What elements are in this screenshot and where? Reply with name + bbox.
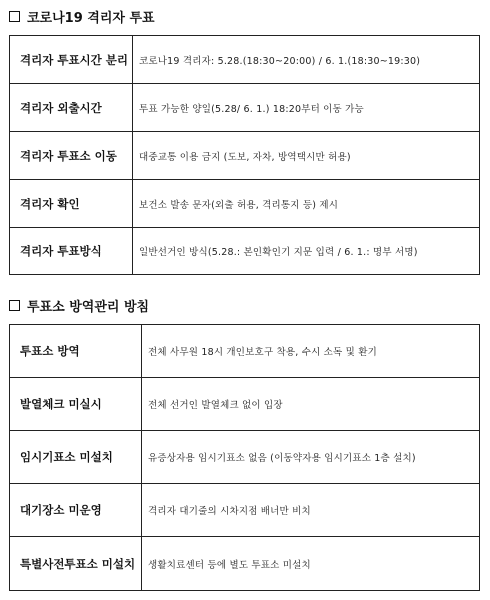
- row-value: 투표 가능한 양일(5.28/ 6. 1.) 18:20부터 이동 가능: [133, 84, 480, 132]
- row-value: 전체 선거인 발열체크 없이 입장: [142, 378, 480, 431]
- row-label: 발열체크 미실시: [10, 378, 142, 431]
- row-value: 생활치료센터 등에 별도 투표소 미설치: [142, 537, 480, 591]
- checkbox-square-icon: [9, 11, 20, 22]
- section-title-text: 코로나19 격리자 투표: [27, 10, 155, 26]
- row-value: 전체 사무원 18시 개인보호구 착용, 수시 소독 및 환기: [142, 325, 480, 378]
- section-title-quarantine-voting: [9, 6, 155, 26]
- section-title-polling-station-disinfection: [9, 295, 149, 315]
- row-label: 격리자 투표소 이동: [10, 132, 133, 180]
- row-value: 보건소 발송 문자(외출 허용, 격리통지 등) 제시: [133, 180, 480, 228]
- table-row: [10, 132, 480, 180]
- row-label: 격리자 투표시간 분리: [10, 36, 133, 84]
- table-row: [10, 537, 480, 591]
- table-row: [10, 484, 480, 537]
- disinfection-policy-table: [9, 324, 480, 591]
- row-value: 일반선거인 방식(5.28.: 본인확인기 지문 입력 / 6. 1.: 명부 서명): [133, 228, 480, 275]
- table-row: [10, 180, 480, 228]
- table-row: [10, 36, 480, 84]
- table-row: [10, 325, 480, 378]
- row-value: 대중교통 이용 금지 (도보, 자차, 방역택시만 허용): [133, 132, 480, 180]
- table-row: [10, 378, 480, 431]
- table-row: [10, 84, 480, 132]
- checkbox-square-icon: [9, 300, 20, 311]
- quarantine-voting-table: [9, 35, 480, 275]
- row-label: 격리자 투표방식: [10, 228, 133, 275]
- row-value: 격리자 대기줄의 시차지점 배너만 비치: [142, 484, 480, 537]
- row-value: 유증상자용 임시기표소 없음 (이동약자용 임시기표소 1층 설치): [142, 431, 480, 484]
- row-label: 격리자 외출시간: [10, 84, 133, 132]
- row-value: 코로나19 격리자: 5.28.(18:30~20:00) / 6. 1.(18:30~19:30): [133, 36, 480, 84]
- row-label: 임시기표소 미설치: [10, 431, 142, 484]
- row-label: 투표소 방역: [10, 325, 142, 378]
- row-label: 특별사전투표소 미설치: [10, 537, 142, 591]
- table-row: [10, 431, 480, 484]
- row-label: 대기장소 미운영: [10, 484, 142, 537]
- row-label: 격리자 확인: [10, 180, 133, 228]
- table-row: [10, 228, 480, 275]
- section-title-text: 투표소 방역관리 방침: [27, 299, 150, 315]
